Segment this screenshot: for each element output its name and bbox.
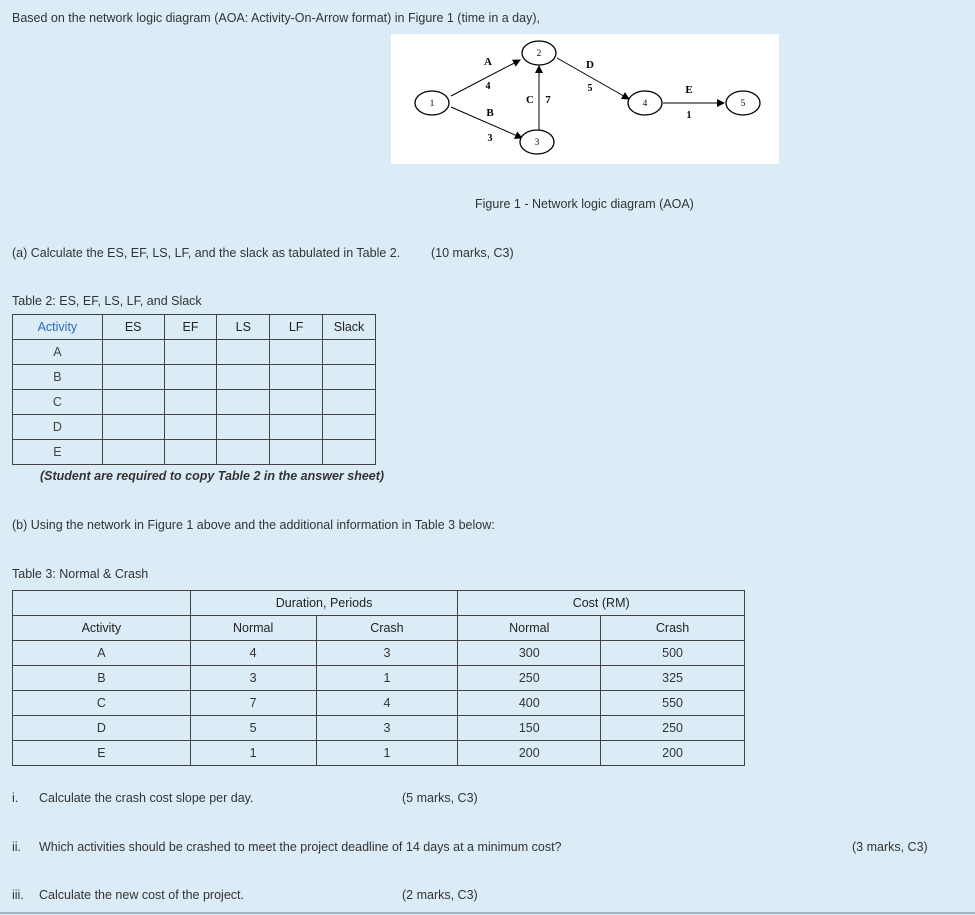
network-diagram-svg xyxy=(391,34,779,164)
table3-activity-cell: C xyxy=(13,691,191,716)
table2 xyxy=(12,314,376,465)
table-row xyxy=(13,415,376,440)
activity-a-name: A xyxy=(484,56,492,68)
node-5-label: 5 xyxy=(740,98,746,108)
table3-duration-crash-cell: 4 xyxy=(316,691,458,716)
table3-duration-normal-cell: 1 xyxy=(190,741,316,766)
table3-header-cost-normal: Normal xyxy=(458,616,601,641)
table2-empty-cell xyxy=(164,390,217,415)
table3-cost-normal-cell: 400 xyxy=(458,691,601,716)
table2-empty-cell xyxy=(323,440,376,465)
table-row xyxy=(13,666,745,691)
table2-activity-cell: B xyxy=(13,365,103,390)
question-2-marks: (3 marks, C3) xyxy=(852,840,928,854)
question-1-number: i. xyxy=(12,791,19,805)
table2-activity-cell: A xyxy=(13,340,103,365)
table3-cost-crash-cell: 325 xyxy=(601,666,745,691)
table3-activity-cell: E xyxy=(13,741,191,766)
table2-header-ls: LS xyxy=(217,315,270,340)
table3-duration-crash-cell: 3 xyxy=(316,716,458,741)
table-row xyxy=(13,340,376,365)
table-row xyxy=(13,365,376,390)
table2-empty-cell xyxy=(270,415,323,440)
table2-empty-cell xyxy=(217,390,270,415)
table2-empty-cell xyxy=(102,340,164,365)
table2-empty-cell xyxy=(217,440,270,465)
table2-empty-cell xyxy=(270,365,323,390)
table2-header-slack: Slack xyxy=(323,315,376,340)
network-diagram xyxy=(391,34,779,164)
table3-header-cost-crash: Crash xyxy=(601,616,745,641)
table2-header-row xyxy=(13,315,376,340)
table-row xyxy=(13,691,745,716)
table2-empty-cell xyxy=(102,440,164,465)
table3-duration-normal-cell: 5 xyxy=(190,716,316,741)
part-b-text: (b) Using the network in Figure 1 above and the additional information in Table 3 below: xyxy=(12,518,495,532)
table3-cost-normal-cell: 300 xyxy=(458,641,601,666)
activity-a-duration: 4 xyxy=(485,81,491,92)
activity-d-name: D xyxy=(586,59,594,71)
node-4-label: 4 xyxy=(642,98,648,108)
question-1-text: Calculate the crash cost slope per day. xyxy=(39,791,254,805)
table2-empty-cell xyxy=(164,365,217,390)
table2-empty-cell xyxy=(102,415,164,440)
figure-caption: Figure 1 - Network logic diagram (AOA) xyxy=(475,197,694,211)
table2-empty-cell xyxy=(270,440,323,465)
table-row xyxy=(13,716,745,741)
table-row xyxy=(13,390,376,415)
part-a-marks: (10 marks, C3) xyxy=(431,246,514,260)
table2-title: Table 2: ES, EF, LS, LF, and Slack xyxy=(12,294,202,308)
table2-empty-cell xyxy=(323,340,376,365)
table3-duration-normal-cell: 7 xyxy=(190,691,316,716)
table-row xyxy=(13,440,376,465)
intro-text: Based on the network logic diagram (AOA: Activity-On-Arrow format) in Figure 1 (time in a day), xyxy=(12,11,540,25)
table3-cost-crash-cell: 550 xyxy=(601,691,745,716)
table3-cost-crash-cell: 250 xyxy=(601,716,745,741)
node-2-label: 2 xyxy=(536,48,542,58)
activity-c-duration: 7 xyxy=(545,94,551,106)
table3-group-cost: Cost (RM) xyxy=(458,591,745,616)
table3-cost-crash-cell: 500 xyxy=(601,641,745,666)
table2-empty-cell xyxy=(270,390,323,415)
table3-duration-crash-cell: 3 xyxy=(316,641,458,666)
table3-cost-normal-cell: 150 xyxy=(458,716,601,741)
table2-empty-cell xyxy=(217,365,270,390)
question-3-marks: (2 marks, C3) xyxy=(402,888,478,902)
table2-activity-cell: C xyxy=(13,390,103,415)
table3-cost-normal-cell: 250 xyxy=(458,666,601,691)
table2-note: (Student are required to copy Table 2 in the answer sheet) xyxy=(40,469,385,483)
table-row xyxy=(13,741,745,766)
question-1-marks: (5 marks, C3) xyxy=(402,791,478,805)
activity-c-name: C xyxy=(526,94,534,106)
table2-empty-cell xyxy=(323,390,376,415)
table3-title: Table 3: Normal & Crash xyxy=(12,567,149,581)
table3-header-duration-crash: Crash xyxy=(316,616,458,641)
table2-header-ef: EF xyxy=(164,315,217,340)
table3-duration-normal-cell: 3 xyxy=(190,666,316,691)
table3-header-activity: Activity xyxy=(13,616,191,641)
table2-header-lf: LF xyxy=(270,315,323,340)
table3-group-empty xyxy=(13,591,191,616)
table2-empty-cell xyxy=(270,340,323,365)
table3-header-row xyxy=(13,616,745,641)
table3-activity-cell: A xyxy=(13,641,191,666)
table3-group-row xyxy=(13,591,745,616)
table3-cost-crash-cell: 200 xyxy=(601,741,745,766)
table3-activity-cell: B xyxy=(13,666,191,691)
table2-empty-cell xyxy=(164,440,217,465)
table3-cost-normal-cell: 200 xyxy=(458,741,601,766)
table3-duration-crash-cell: 1 xyxy=(316,741,458,766)
question-2-number: ii. xyxy=(12,840,22,854)
part-a-text: (a) Calculate the ES, EF, LS, LF, and the slack as tabulated in Table 2. xyxy=(12,246,401,260)
bottom-divider xyxy=(0,912,975,914)
table2-empty-cell xyxy=(217,340,270,365)
table2-empty-cell xyxy=(102,390,164,415)
table2-activity-cell: D xyxy=(13,415,103,440)
table-row xyxy=(13,641,745,666)
activity-d-duration: 5 xyxy=(587,83,593,94)
table3-header-duration-normal: Normal xyxy=(190,616,316,641)
table2-header-activity: Activity xyxy=(13,315,103,340)
activity-b-name: B xyxy=(486,107,494,119)
table2-header-es: ES xyxy=(102,315,164,340)
table3-duration-crash-cell: 1 xyxy=(316,666,458,691)
table3 xyxy=(12,590,745,766)
table2-empty-cell xyxy=(323,415,376,440)
table2-empty-cell xyxy=(164,340,217,365)
activity-b-duration: 3 xyxy=(487,133,493,144)
table2-empty-cell xyxy=(217,415,270,440)
question-3-number: iii. xyxy=(12,888,24,902)
question-3-text: Calculate the new cost of the project. xyxy=(39,888,244,902)
activity-e-duration: 1 xyxy=(686,110,692,121)
table2-activity-cell: E xyxy=(13,440,103,465)
node-1-label: 1 xyxy=(429,98,435,108)
table3-duration-normal-cell: 4 xyxy=(190,641,316,666)
table2-empty-cell xyxy=(102,365,164,390)
activity-e-name: E xyxy=(685,84,693,96)
node-3-label: 3 xyxy=(534,137,540,147)
table3-activity-cell: D xyxy=(13,716,191,741)
table3-group-duration: Duration, Periods xyxy=(190,591,458,616)
table2-empty-cell xyxy=(323,365,376,390)
table2-empty-cell xyxy=(164,415,217,440)
question-2-text: Which activities should be crashed to meet the project deadline of 14 days at a minimum cost? xyxy=(39,840,562,854)
